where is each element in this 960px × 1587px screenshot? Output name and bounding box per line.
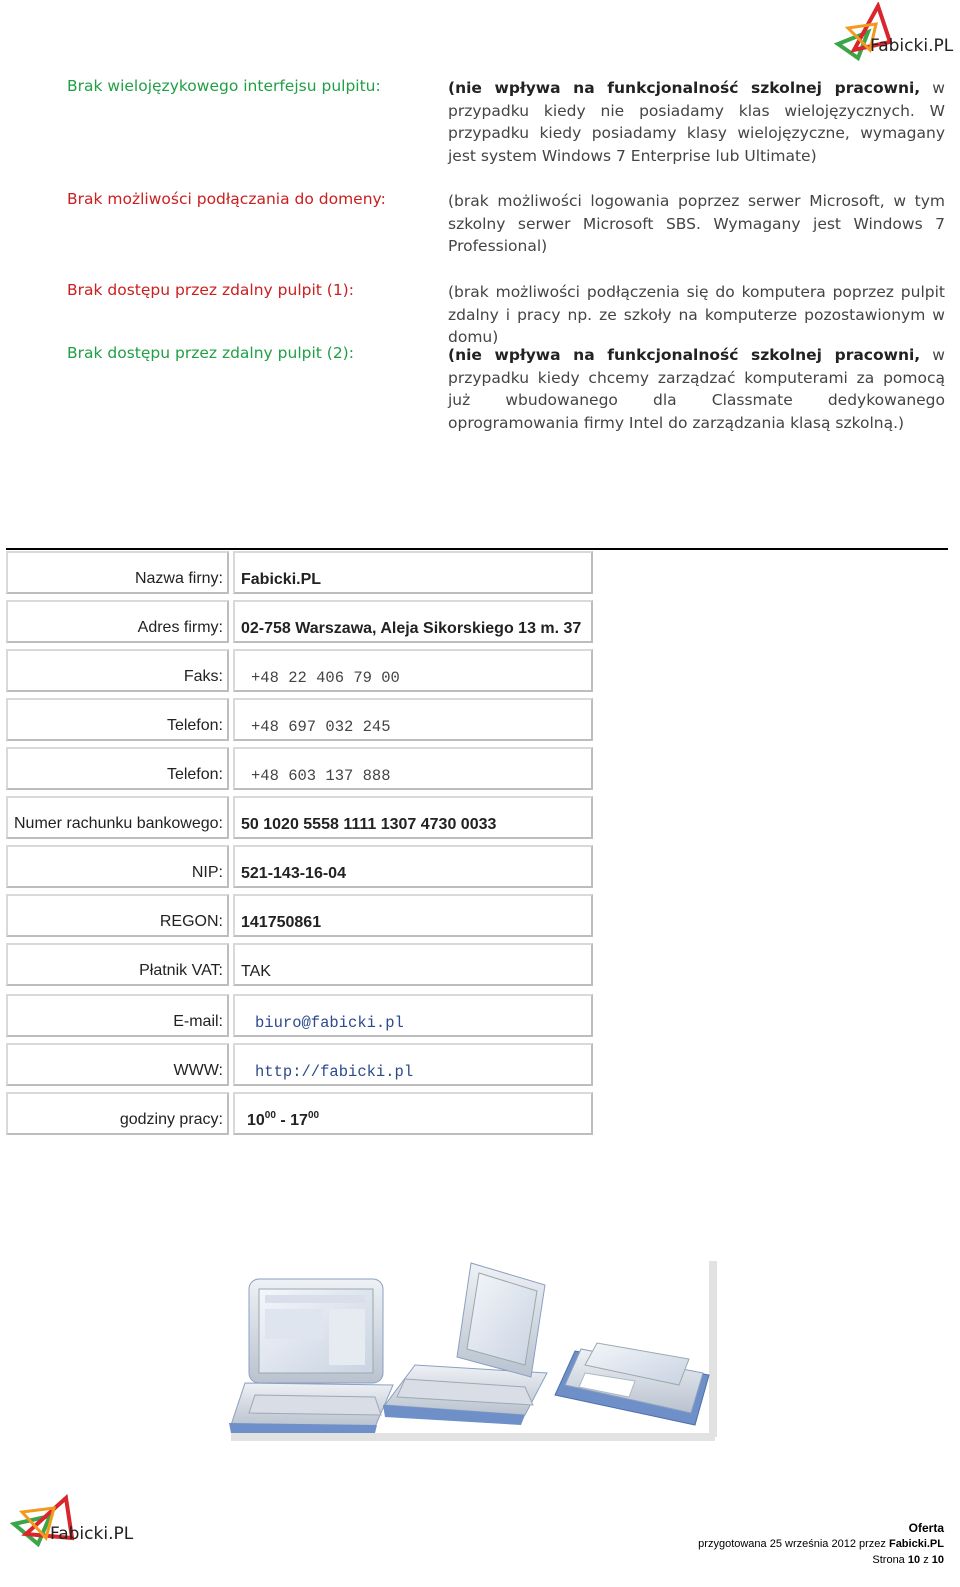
logo-text: Fabicki.PL xyxy=(50,1524,134,1544)
footer-page-number: Strona 10 z 10 xyxy=(872,1554,944,1566)
laptop-2-icon xyxy=(383,1263,547,1425)
fabicki-logo-bottom xyxy=(10,1494,132,1554)
feature-desc-text: w przypadku kiedy chcemy zarządzać komputerami za pomocą już wbudowanego dla Classmate dedykowanego oprogramowania firmy Intel do zarządzania klasą szkolną.) xyxy=(448,346,945,433)
footer-prepared: przygotowana 25 września 2012 przez Fabicki.PL xyxy=(698,1538,944,1550)
label-bank-account: Numer rachunku bankowego: xyxy=(13,815,223,832)
label-address: Adres firmy: xyxy=(137,619,223,636)
value-phone-1: +48 697 032 245 xyxy=(251,718,391,736)
value-vat: TAK xyxy=(241,963,271,980)
email-link[interactable]: biuro@fabicki.pl xyxy=(255,1014,404,1032)
label-www: WWW: xyxy=(173,1062,223,1079)
label-vat: Płatnik VAT: xyxy=(139,962,223,979)
page-footer xyxy=(698,1520,944,1568)
value-bank-account: 50 1020 5558 1111 1307 4730 0033 xyxy=(241,816,497,833)
feature-desc-bold: (nie wpływa na funkcjonalność szkolnej pracowni, xyxy=(448,346,921,364)
laptop-3-icon xyxy=(555,1343,709,1425)
value-hours: $10^{00} - 17^{00}$ xyxy=(247,1110,320,1129)
feature-desc-interface xyxy=(448,77,945,168)
feature-label-domain: Brak możliwości podłączania do domeny: xyxy=(67,190,386,208)
label-nip: NIP: xyxy=(191,864,223,881)
feature-desc-text: w przypadku kiedy nie posiadamy klas wielojęzycznych. W przypadku kiedy posiadamy klasy wielojęzyczne, wymagany jest system Windows 7 Enterprise lub Ultimate) xyxy=(448,79,945,166)
value-company-name: Fabicki.PL xyxy=(241,571,322,588)
logo-text: Fabicki.PL xyxy=(870,36,954,56)
feature-label-remote-2: Brak dostępu przez zdalny pulpit (2): xyxy=(67,344,354,362)
section-divider xyxy=(6,548,948,550)
label-hours: godziny pracy: xyxy=(119,1111,223,1128)
value-nip: 521-143-16-04 xyxy=(241,865,346,882)
classmate-laptops-image xyxy=(225,1255,719,1441)
label-email: E-mail: xyxy=(173,1013,223,1030)
value-address: 02-758 Warszawa, Aleja Sikorskiego 13 m. 37 xyxy=(241,620,582,637)
label-phone-1: Telefon: xyxy=(166,717,223,734)
feature-desc-remote-1: (brak możliwości podłączenia się do komputera poprzez pulpit zdalny i pracy np. ze szkoły na komputerze pozostawionym w domu) xyxy=(448,283,945,347)
value-regon: 141750861 xyxy=(241,914,322,931)
value-fax: +48 22 406 79 00 xyxy=(251,669,400,687)
footer-title: Oferta xyxy=(908,1521,944,1535)
value-phone-2: +48 603 137 888 xyxy=(251,767,391,785)
label-fax: Faks: xyxy=(183,668,223,685)
feature-desc-bold: (nie wpływa na funkcjonalność szkolnej pracowni, xyxy=(448,79,921,97)
feature-desc-domain: (brak możliwości logowania poprzez serwer Microsoft, w tym szkolny serwer Microsoft SBS. Wymagany jest Windows 7 Professional) xyxy=(448,192,945,256)
feature-label-interface: Brak wielojęzykowego interfejsu pulpitu: xyxy=(67,77,381,95)
feature-desc-remote-2 xyxy=(448,344,945,435)
fabicki-logo-top xyxy=(832,2,954,62)
label-regon: REGON: xyxy=(159,913,223,930)
laptop-1-icon xyxy=(229,1279,393,1433)
feature-label-remote-1: Brak dostępu przez zdalny pulpit (1): xyxy=(67,281,354,299)
label-phone-2: Telefon: xyxy=(166,766,223,783)
label-company-name: Nazwa firny: xyxy=(134,570,223,587)
www-link[interactable]: http://fabicki.pl xyxy=(255,1063,414,1081)
